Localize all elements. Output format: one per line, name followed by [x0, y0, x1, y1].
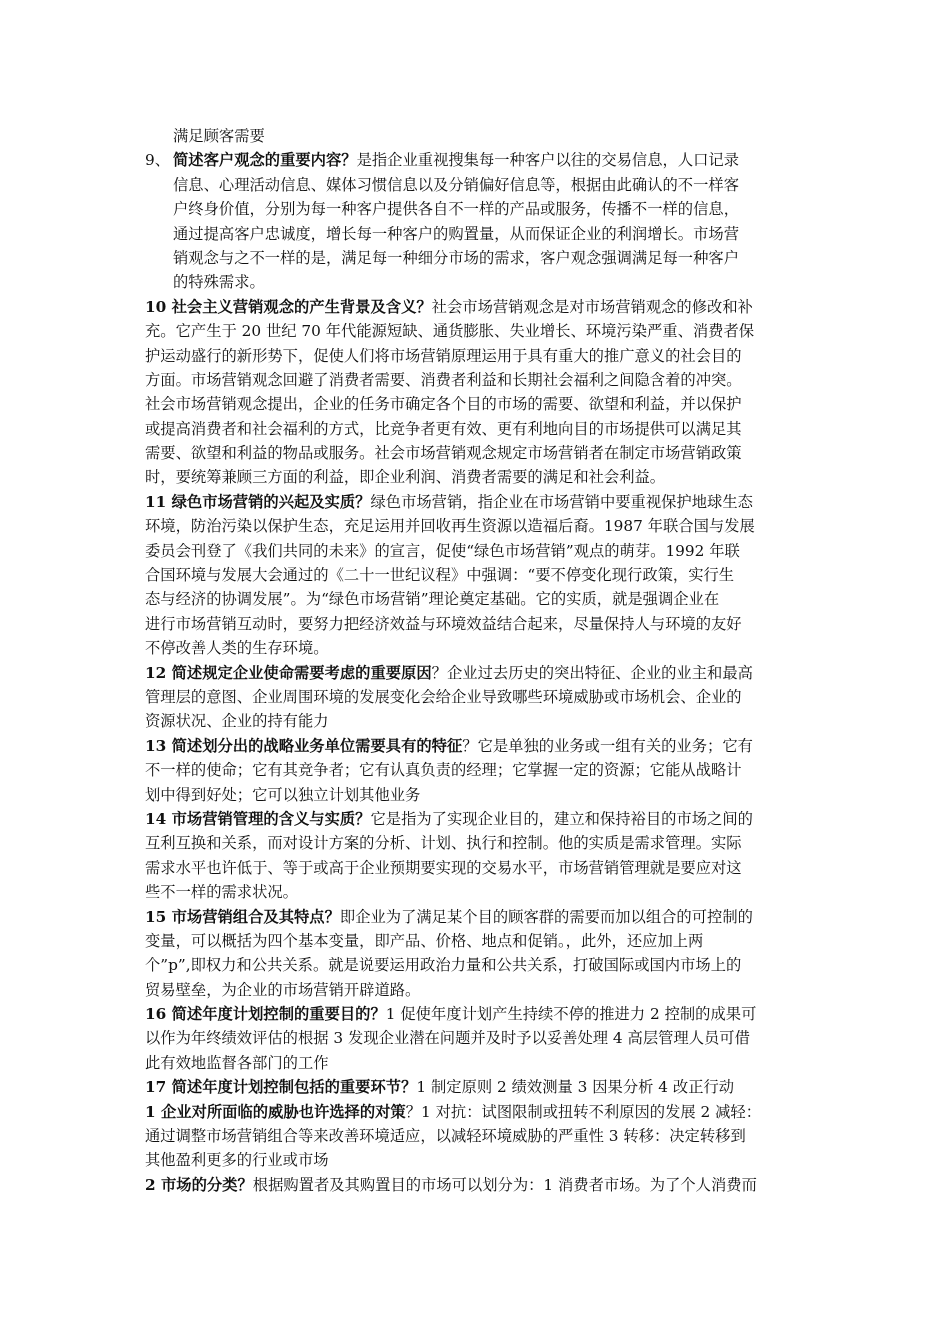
answer-line: 环境，防治污染以保护生态，充足运用并回收再生资源以造福后裔。1987 年联合国与发展	[145, 517, 755, 536]
answer-line: 资源状况、企业的持有能力	[145, 712, 329, 731]
answer-line: 信息、心理活动信息、媒体习惯信息以及分销偏好信息等，根据由此确认的不一样客	[173, 175, 739, 194]
answer-line: 或提高消费者和社会福利的方式，比竞争者更有效、更有利地向目的市场提供可以满足其	[145, 419, 742, 438]
question-15	[145, 905, 810, 1003]
question-16	[145, 1002, 810, 1075]
question-12-title: 12 简述规定企业使命需要考虑的重要原因	[145, 663, 432, 682]
answer-line: 需要、欲望和利益的物品或服务。社会市场营销观念规定市场营销者在制定市场营销政策	[145, 444, 742, 463]
answer-line: 进行市场营销互动时，要努力把经济效益与环境效益结合起来，尽量保持人与环境的友好	[145, 614, 742, 633]
answer-line: 以作为年终绩效评估的根据 3 发现企业潜在问题并及时予以妥善处理 4 高层管理人员可借	[145, 1029, 750, 1048]
question-10	[145, 295, 810, 490]
answer-line: 护运动盛行的新形势下，促使人们将市场营销原理运用于具有重大的推广意义的社会目的	[145, 346, 742, 365]
answer-line: 委员会刊登了《我们共同的未来》的宣言，促使“绿色市场营销”观点的萌芽。1992 年联	[145, 541, 740, 560]
question-13-title: 13 简述划分出的战略业务单位需要具有的特征	[145, 736, 463, 755]
answer-line: 管理层的意图、企业周围环境的发展变化会给企业导致哪些环境威胁或市场机会、企业的	[145, 687, 742, 706]
question-14	[145, 807, 810, 905]
answer-line: 需求水平也许低于、等于或高于企业预期要实现的交易水平，市场营销管理就是要应对这	[145, 858, 742, 877]
question-9	[145, 148, 810, 294]
answer-line: 互利互换和关系，而对设计方案的分析、计划、执行和控制。他的实质是需求管理。实际	[145, 834, 742, 853]
answer-line: 些不一样的需求状况。	[145, 883, 298, 902]
answer-line: 不停改善人类的生存环境。	[145, 639, 329, 658]
lead-line: 满足顾客需要	[173, 127, 265, 145]
answer-line: 个”p”,即权力和公共关系。就是说要运用政治力量和公共关系，打破国际或国内市场上的	[145, 956, 742, 975]
question-11	[145, 490, 810, 661]
answer-line: 绿色市场营销，指企业在市场营销中要重视保护地球生态	[370, 492, 753, 511]
question-9-number: 9、	[145, 151, 171, 170]
answer-line: 此有效地监督各部门的工作	[145, 1053, 329, 1072]
question-threat-response	[145, 1100, 810, 1173]
answer-line: 1 制定原则 2 绩效测量 3 因果分析 4 改正行动	[416, 1078, 735, 1097]
question-13	[145, 734, 810, 807]
question-15-title: 15 市场营销组合及其特点？	[145, 907, 340, 926]
answer-line: 充。它产生于 20 世纪 70 年代能源短缺、通货膨胀、失业增长、环境污染严重、消费者保	[145, 322, 755, 341]
answer-line: 时，要统筹兼顾三方面的利益，即企业利润、消费者需要的满足和社会利益。	[145, 468, 666, 487]
answer-line: 划中得到好处；它可以独立计划其他业务	[145, 785, 421, 804]
answer-line: 合国环境与发展大会通过的《二十一世纪议程》中强调：“要不停变化现行政策，实行生	[145, 566, 735, 585]
answer-line: 1 促使年度计划产生持续不停的推进力 2 控制的成果可	[385, 1005, 757, 1024]
question-10-title: 10 社会主义营销观念的产生背景及含义？	[145, 297, 432, 316]
answer-line: ？1 对抗：试图限制或扭转不利原因的发展 2 减轻：	[405, 1102, 762, 1121]
answer-line: 户终身价值，分别为每一种客户提供各自不一样的产品或服务，传播不一样的信息，	[173, 200, 739, 219]
question-9-title: 简述客户观念的重要内容？	[173, 151, 357, 170]
question-market-classification-title: 2 市场的分类？	[145, 1175, 253, 1194]
answer-line: 方面。市场营销观念回避了消费者需要、消费者利益和长期社会福利之间隐含着的冲突。	[145, 370, 742, 389]
answer-line: 社会市场营销观念是对市场营销观念的修改和补	[431, 297, 753, 316]
answer-line: 变量，可以概括为四个基本变量，即产品、价格、地点和促销。，此外，还应加上两	[145, 931, 704, 950]
answer-line: 即企业为了满足某个目的顾客群的需要而加以组合的可控制的	[339, 907, 753, 926]
answer-line: 它是指为了实现企业目的，建立和保持裕目的市场之间的	[370, 809, 753, 828]
answer-line: ？它是单独的业务或一组有关的业务；它有	[462, 736, 753, 755]
answer-line: ？企业过去历史的突出特征、企业的业主和最高	[431, 663, 753, 682]
question-threat-response-title: 1 企业对所面临的威胁也许选择的对策	[145, 1102, 406, 1121]
answer-line: 不一样的使命；它有其竞争者；它有认真负责的经理；它掌握一定的资源；它能从战略计	[145, 761, 742, 780]
question-17	[145, 1075, 810, 1099]
answer-line: 态与经济的协调发展”。为“绿色市场营销”理论奠定基础。它的实质，就是强调企业在	[145, 590, 720, 609]
answer-line: 社会市场营销观念提出，企业的任务市确定各个目的市场的需要、欲望和利益，并以保护	[145, 395, 742, 414]
question-market-classification	[145, 1173, 810, 1197]
answer-line: 其他盈利更多的行业或市场	[145, 1151, 329, 1170]
answer-line: 是指企业重视搜集每一种客户以往的交易信息，人口记录	[356, 151, 740, 170]
question-14-title: 14 市场营销管理的含义与实质？	[145, 809, 371, 828]
question-11-title: 11 绿色市场营销的兴起及实质？	[145, 492, 371, 511]
answer-line: 的特殊需求。	[173, 273, 265, 292]
answer-line: 通过提高客户忠诚度，增长每一种客户的购置量，从而保证企业的利润增长。市场营	[173, 224, 739, 243]
question-17-title: 17 简述年度计划控制包括的重要环节？	[145, 1078, 417, 1097]
answer-line: 贸易壁垒，为企业的市场营销开辟道路。	[145, 980, 421, 999]
question-12	[145, 661, 810, 734]
document-body	[145, 124, 810, 1197]
answer-line: 根据购置者及其购置目的市场可以划分为：1 消费者市场。为了个人消费而	[252, 1175, 757, 1194]
answer-line: 销观念与之不一样的是，满足每一种细分市场的需求，客户观念强调满足每一种客户	[173, 248, 739, 267]
question-16-title: 16 简述年度计划控制的重要目的？	[145, 1005, 386, 1024]
answer-line: 通过调整市场营销组合等来改善环境适应，以减轻环境威胁的严重性 3 转移：决定转移到	[145, 1127, 746, 1146]
